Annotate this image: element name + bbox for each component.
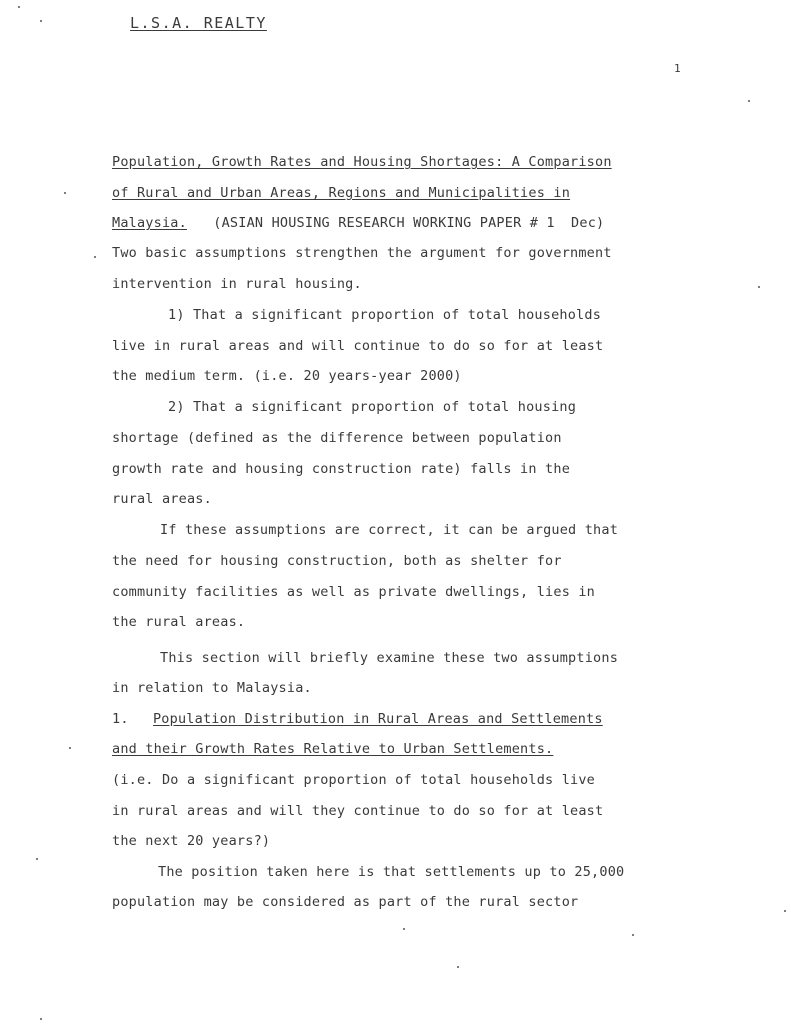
assumption-1-line-3: the medium term. (i.e. 20 years-year 2000) [112,368,462,384]
citation-line-2: of Rural and Urban Areas, Regions and Municipalities in [112,185,571,201]
citation-line-1: Population, Growth Rates and Housing Shortages: A Comparison [112,154,612,170]
scan-speck [94,256,96,258]
section-1-question-line-1: (i.e. Do a significant proportion of total households live [112,772,596,788]
para-section-line-2: in relation to Malaysia. [112,680,312,696]
section-1-question-line-3: the next 20 years?) [112,833,271,849]
assumption-1-line-1: 1) That a significant proportion of total households [168,307,602,323]
section-1-title-line-2: and their Growth Rates Relative to Urban Settlements. [112,741,554,757]
citation-date: Dec) [571,215,605,231]
scan-speck [36,858,38,860]
section-1-number: 1. [112,711,129,727]
scan-speck [40,20,42,22]
para-if-line-4: the rural areas. [112,614,246,630]
assumption-2-line-3: growth rate and housing construction rate) falls in the [112,461,571,477]
intro-line-1: Two basic assumptions strengthen the argument for government [112,245,612,261]
scan-speck [758,286,760,288]
assumption-2-line-2: shortage (defined as the difference between population [112,430,562,446]
citation-line-3 [112,215,604,231]
para-position-line-2: population may be considered as part of the rural sector [112,894,579,910]
scan-speck [69,747,71,749]
scan-speck [18,6,20,8]
scan-speck [457,966,459,968]
page-header: L.S.A. REALTY [130,14,267,32]
scan-speck [64,192,66,194]
para-if-line-2: the need for housing construction, both as shelter for [112,553,562,569]
para-if-line-1: If these assumptions are correct, it can be argued that [160,522,619,538]
para-if-line-3: community facilities as well as private dwellings, lies in [112,584,596,600]
para-position-line-1: The position taken here is that settlements up to 25,000 [158,864,625,880]
assumption-1-line-2: live in rural areas and will continue to do so for at least [112,338,604,354]
citation-source: (ASIAN HOUSING RESEARCH WORKING PAPER # 1 [213,215,555,231]
section-1-question-line-2: in rural areas and will they continue to do so for at least [112,803,604,819]
scan-speck [40,1018,42,1020]
section-1-title-line-1: Population Distribution in Rural Areas and Settlements [152,711,603,727]
assumption-2-line-4: rural areas. [112,491,212,507]
section-1-heading [112,711,603,727]
scan-speck [403,928,405,930]
scan-speck [784,910,786,912]
scan-speck [748,100,750,102]
scan-speck [632,934,634,936]
assumption-2-line-1: 2) That a significant proportion of total housing [168,399,577,415]
para-section-line-1: This section will briefly examine these two assumptions [160,650,619,666]
page-number: 1 [674,62,681,75]
citation-country: Malaysia. [112,215,187,231]
intro-line-2: intervention in rural housing. [112,276,362,292]
